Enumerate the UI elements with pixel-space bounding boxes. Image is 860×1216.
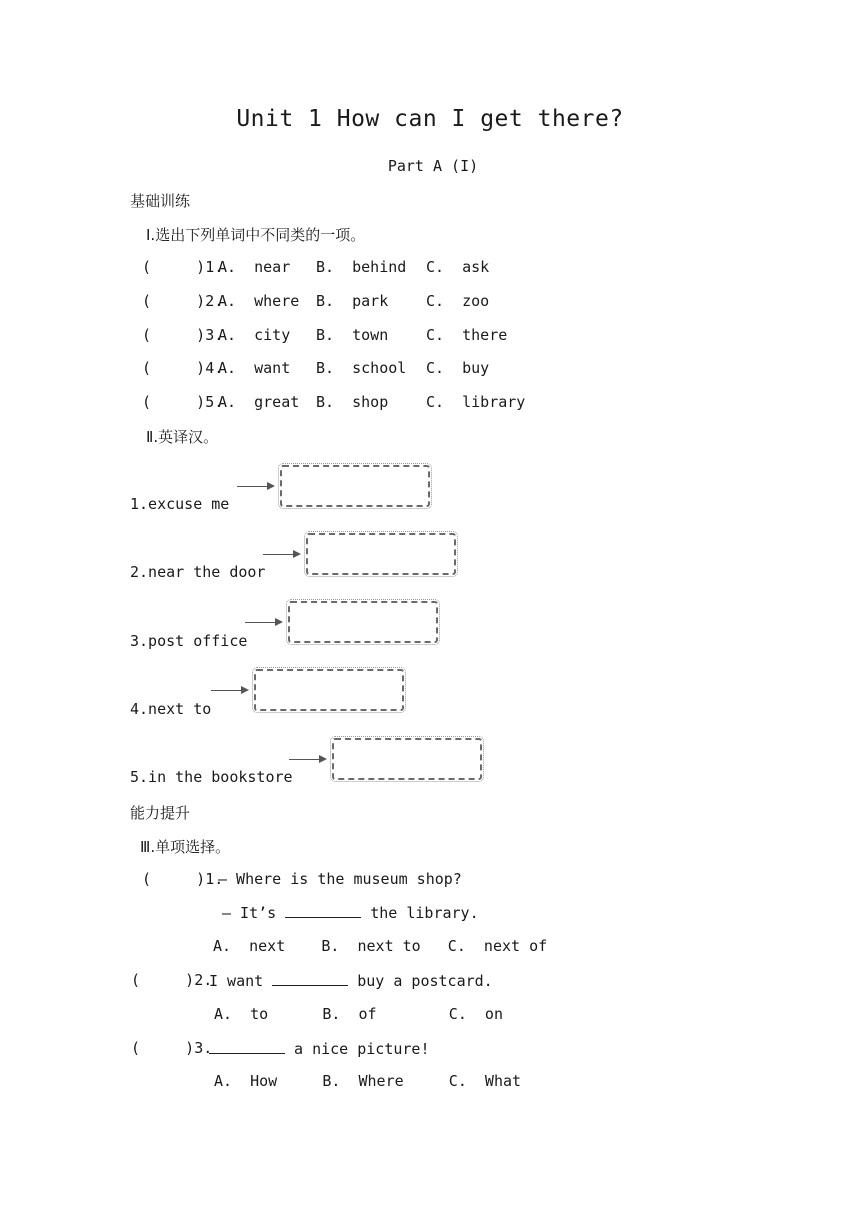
q3-number: ( )3. [131,1039,213,1057]
part1-item-number: ( )5. [142,393,224,411]
page-subtitle: Part A (I) [387,157,479,175]
part1-option-a: A. near [218,258,291,276]
part1-option-b: B. behind [316,258,407,276]
part2-phrase: 1.excuse me [130,495,230,513]
part1-item-number: ( )3. [142,326,224,344]
section-ability-heading: 能力提升 [130,804,191,822]
part1-item-number: ( )4. [142,359,224,377]
part3-heading: Ⅲ.单项选择。 [140,838,231,856]
answer-box[interactable] [288,601,438,643]
q2-question [209,971,493,990]
q1-options: A. next B. next to C. next of [213,937,548,955]
q1-answer-pre: — It’s [222,904,277,922]
q3-post: a nice picture! [294,1040,430,1058]
section-basic-heading: 基础训练 [130,192,191,210]
part1-item-number: ( )2. [142,292,224,310]
q1-answer-post: the library. [370,904,479,922]
part2-phrase: 2.near the door [130,563,266,581]
q3-options: A. How B. Where C. What [214,1072,522,1090]
part2-phrase: 3.post office [130,632,248,650]
q2-blank[interactable] [272,971,348,986]
q1-question: — Where is the museum shop? [218,870,462,888]
part1-option-a: A. great [218,393,300,411]
part1-option-c: C. there [426,326,508,344]
arrow-icon [237,486,273,487]
arrow-icon [211,690,247,691]
q2-pre: I want [209,972,264,990]
part1-option-c: C. ask [426,258,490,276]
part2-heading: Ⅱ.英译汉。 [146,428,219,446]
part1-item-number: ( )1. [142,258,224,276]
part2-phrase: 5.in the bookstore [130,768,293,786]
page-title: Unit 1 How can I get there? [236,106,624,132]
part1-heading: Ⅰ.选出下列单词中不同类的一项。 [146,226,366,244]
part2-phrase: 4.next to [130,700,212,718]
part1-option-a: A. where [218,292,300,310]
arrow-icon [289,759,325,760]
part1-option-c: C. zoo [426,292,490,310]
part1-option-b: B. park [316,292,389,310]
q1-blank[interactable] [285,903,361,918]
part1-option-c: C. library [426,393,526,411]
q1-number: ( )1. [142,870,224,888]
q2-options: A. to B. of C. on [214,1005,503,1023]
q3-blank[interactable] [209,1039,285,1054]
arrow-icon [245,622,281,623]
answer-box[interactable] [332,738,482,780]
part1-option-c: C. buy [426,359,490,377]
part1-option-b: B. town [316,326,389,344]
answer-box[interactable] [280,465,430,507]
arrow-icon [263,554,299,555]
answer-box[interactable] [306,533,456,575]
q3-question [209,1039,430,1058]
q2-number: ( )2. [131,971,213,989]
part1-option-a: A. city [218,326,291,344]
part1-option-b: B. shop [316,393,389,411]
part1-option-b: B. school [316,359,407,377]
part1-option-a: A. want [218,359,291,377]
q2-post: buy a postcard. [357,972,493,990]
answer-box[interactable] [254,669,404,711]
q1-answer-line [222,903,479,922]
